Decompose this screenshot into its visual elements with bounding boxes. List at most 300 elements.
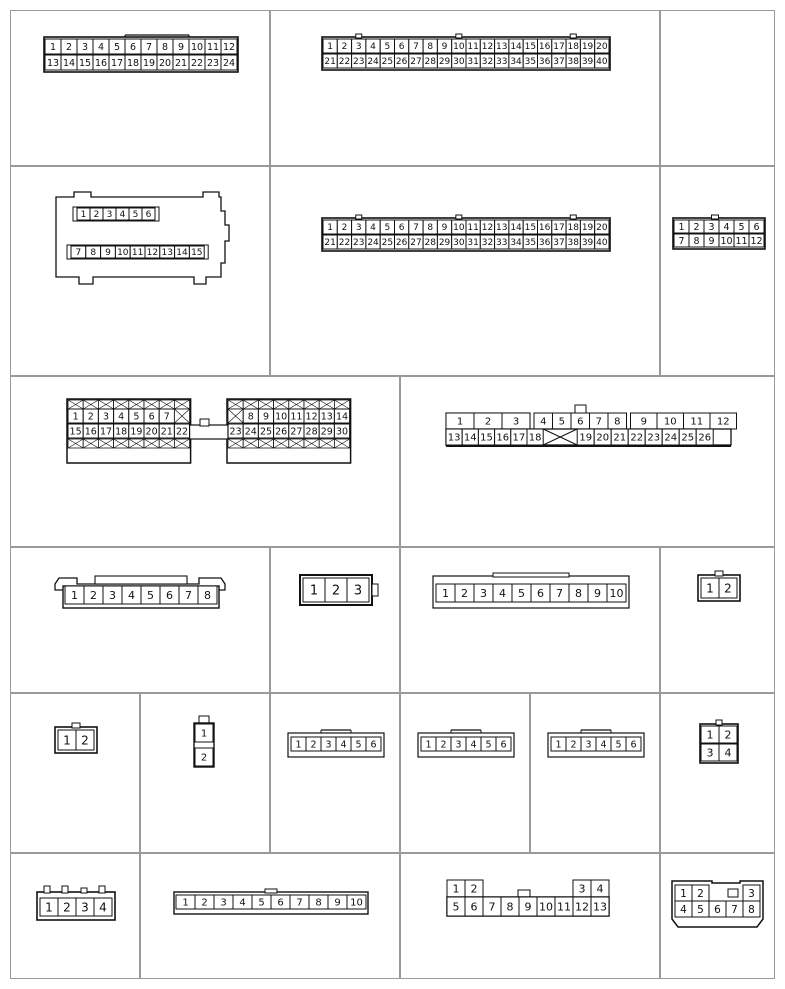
- pin-label: 15: [69, 426, 82, 438]
- pin-label: 1: [425, 739, 432, 751]
- pin-cell: [552, 39, 566, 53]
- pin-cell: [566, 235, 580, 249]
- pin-label: 18: [115, 426, 128, 438]
- pin-cell: [588, 584, 607, 602]
- pin-label: 7: [413, 42, 419, 53]
- pin-label: 20: [596, 42, 608, 53]
- pin-cell: [321, 737, 336, 751]
- connector-cell: [660, 547, 775, 693]
- pin-cell: [480, 54, 494, 68]
- pin-cell: [189, 55, 205, 70]
- pin-label: 36: [538, 238, 551, 249]
- pin-label: 7: [595, 416, 602, 428]
- pin-cell: [351, 737, 366, 751]
- pin-label: 1: [327, 42, 334, 53]
- pin-label: 12: [305, 411, 318, 423]
- pin-cell: [141, 586, 160, 604]
- pin-label: 24: [244, 426, 257, 438]
- pin-label: 1: [309, 583, 319, 599]
- pin-label: 2: [341, 223, 348, 234]
- pin-label: 1: [456, 416, 464, 428]
- connector-cell: [10, 853, 140, 979]
- connector-diagram: [11, 167, 271, 377]
- pin-cell: [580, 54, 594, 68]
- pin-label: 40: [596, 238, 608, 249]
- pin-cell: [493, 584, 512, 602]
- pin-cell: [252, 895, 271, 909]
- pin-label: 16: [84, 426, 97, 438]
- pin-label: 29: [438, 238, 451, 249]
- pin-label: 2: [724, 581, 732, 596]
- pin-cell: [233, 895, 252, 909]
- pin-cell: [258, 424, 273, 438]
- connector-diagram: [661, 548, 776, 694]
- connector-diagram: [11, 694, 141, 854]
- pin-cell: [336, 737, 351, 751]
- pin-cell: [290, 895, 309, 909]
- pin-label: 2: [331, 583, 341, 599]
- pin-label: 6: [398, 42, 405, 53]
- connector-diagram: [531, 694, 661, 854]
- pin-cell: [466, 54, 480, 68]
- pin-cell: [409, 235, 423, 249]
- pin-cell: [538, 39, 552, 53]
- pin-label: 3: [708, 221, 715, 233]
- pin-label: 4: [596, 882, 604, 896]
- pin-label: 3: [81, 41, 89, 53]
- pin-cell: [173, 55, 189, 70]
- pin-label: 9: [105, 248, 111, 259]
- pin-label: 11: [206, 41, 220, 53]
- pin-cell: [103, 586, 122, 604]
- pin-cell: [719, 220, 734, 233]
- pin-cell: [734, 220, 749, 233]
- pin-label: 7: [75, 248, 82, 259]
- connector-cell: [10, 166, 270, 376]
- pin-label: 5: [452, 900, 460, 914]
- pin-label: 10: [117, 248, 129, 259]
- pin-label: 10: [663, 416, 677, 428]
- pin-cell: [519, 897, 537, 916]
- pin-label: 19: [142, 57, 156, 69]
- pin-label: 40: [596, 57, 608, 68]
- pin-label: 32: [481, 238, 494, 249]
- pin-cell: [611, 737, 626, 751]
- pin-cell: [452, 235, 466, 249]
- pin-cell: [538, 235, 552, 249]
- connector-cell: [270, 693, 400, 853]
- pin-label: 6: [166, 588, 173, 602]
- pin-label: 20: [158, 57, 172, 69]
- pin-cell: [591, 897, 609, 916]
- pin-label: 7: [145, 41, 153, 53]
- pin-label: 20: [596, 432, 610, 444]
- pin-cell: [129, 208, 142, 220]
- pin-label: 3: [102, 411, 110, 423]
- pin-label: 3: [353, 583, 363, 599]
- pin-label: 1: [182, 897, 189, 909]
- pin-label: 14: [510, 223, 522, 234]
- pin-label: 7: [731, 903, 738, 916]
- pin-cell: [395, 235, 409, 249]
- pin-label: 3: [220, 897, 227, 909]
- pin-label: 4: [118, 411, 125, 423]
- pin-label: 11: [290, 411, 303, 423]
- pin-cell: [523, 235, 537, 249]
- pin-cell: [452, 39, 466, 53]
- pin-cell: [719, 726, 737, 743]
- pin-cell: [352, 39, 366, 53]
- pin-cell: [437, 39, 451, 53]
- pin-cell: [115, 246, 130, 258]
- pin-cell: [566, 737, 581, 751]
- pin-cell: [77, 208, 90, 220]
- pin-label: 23: [353, 57, 365, 68]
- pin-cell: [607, 584, 626, 602]
- pin-cell: [552, 54, 566, 68]
- pin-cell: [573, 880, 591, 897]
- pin-cell: [76, 898, 94, 916]
- pin-label: 10: [190, 41, 204, 53]
- pin-label: 12: [146, 248, 159, 259]
- pin-label: 12: [481, 42, 494, 53]
- pin-cell: [395, 54, 409, 68]
- pin-label: 5: [147, 588, 154, 602]
- pin-label: 8: [427, 42, 434, 53]
- pin-label: 13: [496, 223, 508, 234]
- pin-cell: [303, 578, 325, 602]
- pin-label: 11: [735, 235, 748, 247]
- connector-cell: [10, 10, 270, 166]
- pin-label: 33: [496, 57, 508, 68]
- pin-cell: [462, 429, 478, 445]
- pin-label: 26: [395, 238, 408, 249]
- pin-cell: [531, 584, 550, 602]
- pin-cell: [466, 39, 480, 53]
- pin-label: 14: [62, 57, 76, 69]
- connector-cell: [10, 547, 270, 693]
- pin-label: 6: [370, 739, 377, 751]
- connector-diagram: [401, 694, 531, 854]
- pin-label: 7: [413, 223, 419, 234]
- pin-label: 13: [593, 900, 607, 914]
- pin-cell: [380, 54, 394, 68]
- connector-diagram: [401, 377, 776, 548]
- pin-cell: [68, 424, 83, 438]
- pin-cell: [125, 39, 141, 54]
- pin-cell: [159, 424, 174, 438]
- pin-cell: [495, 54, 509, 68]
- pin-label: 35: [524, 57, 537, 68]
- connector-cell: [10, 376, 400, 547]
- pin-label: 1: [706, 728, 714, 742]
- pin-cell: [103, 208, 116, 220]
- pin-label: 10: [609, 586, 624, 600]
- pin-label: 2: [693, 221, 700, 233]
- pin-cell: [719, 578, 737, 598]
- pin-cell: [83, 409, 98, 423]
- pin-label: 19: [130, 426, 143, 438]
- pin-label: 4: [470, 739, 477, 751]
- pin-cell: [726, 901, 743, 917]
- pin-label: 8: [204, 588, 211, 602]
- pin-cell: [366, 39, 380, 53]
- pin-cell: [93, 55, 109, 70]
- pin-cell: [380, 235, 394, 249]
- pin-label: 3: [81, 900, 89, 915]
- pin-label: 8: [161, 41, 169, 53]
- pin-cell: [71, 246, 86, 258]
- pin-cell: [480, 39, 494, 53]
- pin-cell: [114, 409, 129, 423]
- pin-label: 18: [528, 432, 542, 444]
- pin-label: 16: [538, 42, 551, 53]
- pin-label: 28: [424, 57, 436, 68]
- pin-label: 20: [596, 223, 608, 234]
- pin-cell: [436, 737, 451, 751]
- pin-label: 3: [455, 739, 462, 751]
- connector-cell: [660, 693, 775, 853]
- pin-cell: [595, 54, 609, 68]
- pin-cell: [509, 235, 523, 249]
- pin-cell: [689, 234, 704, 247]
- pin-label: 3: [109, 588, 116, 602]
- pin-cell: [175, 246, 190, 258]
- pin-cell: [61, 39, 77, 54]
- pin-label: 26: [395, 57, 408, 68]
- pin-cell: [743, 885, 760, 901]
- pin-label: 4: [600, 739, 607, 751]
- pin-label: 5: [258, 897, 265, 909]
- pin-label: 21: [613, 432, 627, 444]
- connector-diagram: [271, 548, 401, 694]
- pin-cell: [674, 220, 689, 233]
- pin-label: 16: [538, 223, 551, 234]
- pin-cell: [141, 39, 157, 54]
- pin-label: 25: [259, 426, 273, 438]
- pin-cell: [662, 429, 679, 445]
- pin-label: 1: [327, 223, 334, 234]
- pin-label: 9: [441, 42, 448, 53]
- pin-label: 21: [324, 238, 336, 249]
- pin-cell: [159, 409, 174, 423]
- connector-cell: [660, 853, 775, 979]
- pin-label: 12: [750, 235, 763, 247]
- pin-label: 7: [556, 586, 563, 600]
- pin-cell: [571, 413, 590, 429]
- pin-cell: [709, 901, 726, 917]
- pin-label: 8: [247, 411, 254, 423]
- pin-cell: [144, 409, 159, 423]
- pin-label: 5: [738, 221, 745, 233]
- pin-label: 18: [567, 223, 579, 234]
- pin-label: 10: [350, 897, 363, 909]
- pin-label: 39: [581, 57, 594, 68]
- pin-cell: [451, 737, 466, 751]
- pin-label: 26: [698, 432, 712, 444]
- connector-diagram: [141, 854, 401, 980]
- pin-cell: [65, 586, 84, 604]
- connector-diagram: [271, 167, 661, 377]
- pin-cell: [309, 895, 328, 909]
- pin-cell: [538, 54, 552, 68]
- pin-cell: [319, 409, 334, 423]
- pin-cell: [130, 246, 145, 258]
- connector-diagram: [661, 854, 776, 980]
- pin-cell: [337, 220, 351, 234]
- pin-cell: [347, 895, 366, 909]
- pin-label: 1: [555, 739, 562, 751]
- pin-cell: [437, 220, 451, 234]
- pin-cell: [395, 220, 409, 234]
- pin-cell: [480, 235, 494, 249]
- pin-label: 25: [381, 57, 394, 68]
- pin-label: 1: [678, 221, 685, 233]
- pin-label: 5: [615, 739, 622, 751]
- pin-cell: [319, 424, 334, 438]
- pin-label: 6: [630, 739, 637, 751]
- pin-label: 30: [453, 238, 465, 249]
- pin-label: 3: [480, 586, 487, 600]
- pin-cell: [409, 220, 423, 234]
- pin-label: 2: [484, 416, 492, 428]
- pin-cell: [221, 55, 237, 70]
- pin-label: 1: [63, 733, 71, 748]
- pin-label: 9: [177, 41, 185, 53]
- pin-cell: [447, 880, 465, 897]
- pin-label: 37: [553, 238, 565, 249]
- pin-cell: [595, 235, 609, 249]
- pin-label: 6: [537, 586, 544, 600]
- pin-cell: [481, 737, 496, 751]
- pin-label: 3: [325, 739, 332, 751]
- pin-label: 14: [510, 42, 522, 53]
- pin-cell: [289, 409, 304, 423]
- pin-cell: [45, 39, 61, 54]
- pin-cell: [380, 39, 394, 53]
- connector-diagram: [661, 167, 776, 377]
- pin-label: 2: [461, 586, 468, 600]
- pin-label: 1: [452, 882, 460, 896]
- pin-label: 6: [129, 41, 137, 53]
- pin-label: 11: [467, 42, 479, 53]
- connector-diagram: [11, 377, 401, 548]
- pin-label: 4: [499, 586, 506, 600]
- pin-label: 21: [174, 57, 188, 69]
- pin-label: 2: [440, 739, 447, 751]
- pin-cell: [538, 220, 552, 234]
- pin-cell: [452, 220, 466, 234]
- pin-label: 17: [110, 57, 124, 69]
- pin-label: 2: [65, 41, 73, 53]
- connector-diagram: [271, 694, 401, 854]
- pin-cell: [258, 409, 273, 423]
- pin-label: 5: [113, 41, 121, 53]
- pin-label: 25: [681, 432, 695, 444]
- pin-label: 2: [81, 733, 89, 748]
- pin-label: 4: [724, 746, 732, 760]
- pin-cell: [243, 409, 258, 423]
- pin-cell: [145, 246, 160, 258]
- pin-cell: [289, 424, 304, 438]
- pin-label: 3: [578, 882, 586, 896]
- pin-cell: [304, 409, 319, 423]
- pin-label: 1: [200, 728, 208, 740]
- pin-cell: [144, 424, 159, 438]
- pin-label: 1: [80, 210, 87, 221]
- pin-cell: [98, 409, 113, 423]
- pin-label: 21: [324, 57, 336, 68]
- pin-cell: [595, 220, 609, 234]
- pin-label: 8: [748, 903, 755, 916]
- connector-cell: [400, 547, 660, 693]
- pin-label: 7: [163, 411, 170, 423]
- pin-label: 2: [63, 900, 71, 915]
- pin-cell: [455, 584, 474, 602]
- pin-label: 19: [579, 432, 593, 444]
- pin-label: 12: [575, 900, 589, 914]
- pin-cell: [591, 880, 609, 897]
- pin-cell: [195, 895, 214, 909]
- pin-label: 6: [714, 903, 721, 916]
- pin-label: 37: [553, 57, 565, 68]
- pin-cell: [645, 429, 662, 445]
- pin-label: 22: [175, 426, 189, 438]
- pin-cell: [446, 413, 474, 429]
- pin-label: 24: [367, 238, 379, 249]
- connector-cell: [270, 10, 660, 166]
- pin-cell: [552, 235, 566, 249]
- pin-cell: [553, 413, 572, 429]
- pin-label: 11: [557, 900, 571, 914]
- pin-cell: [447, 897, 465, 916]
- pin-cell: [437, 235, 451, 249]
- pin-cell: [577, 429, 594, 445]
- pin-cell: [337, 235, 351, 249]
- pin-cell: [90, 208, 103, 220]
- pin-label: 27: [410, 238, 422, 249]
- pin-cell: [334, 424, 349, 438]
- pin-cell: [704, 220, 719, 233]
- pin-label: 6: [753, 221, 760, 233]
- pin-label: 2: [724, 728, 732, 742]
- pin-cell: [176, 895, 195, 909]
- pin-cell: [437, 54, 451, 68]
- pin-label: 8: [315, 897, 322, 909]
- pin-label: 23: [229, 426, 242, 438]
- pin-label: 4: [128, 588, 135, 602]
- pin-cell: [214, 895, 233, 909]
- pin-cell: [501, 897, 519, 916]
- pin-cell: [704, 234, 719, 247]
- pin-label: 7: [678, 235, 685, 247]
- pin-label: 11: [690, 416, 704, 428]
- pin-cell: [512, 584, 531, 602]
- pin-cell: [749, 220, 764, 233]
- pin-cell: [523, 39, 537, 53]
- connector-diagram: [401, 548, 661, 694]
- pin-label: 1: [71, 588, 78, 602]
- pin-label: 9: [640, 416, 647, 428]
- connector-cell: [660, 166, 775, 376]
- pin-cell: [480, 220, 494, 234]
- pin-cell: [157, 55, 173, 70]
- pin-cell: [337, 39, 351, 53]
- pin-cell: [205, 39, 221, 54]
- pin-cell: [366, 235, 380, 249]
- pin-cell: [483, 897, 501, 916]
- pin-label: 23: [647, 432, 661, 444]
